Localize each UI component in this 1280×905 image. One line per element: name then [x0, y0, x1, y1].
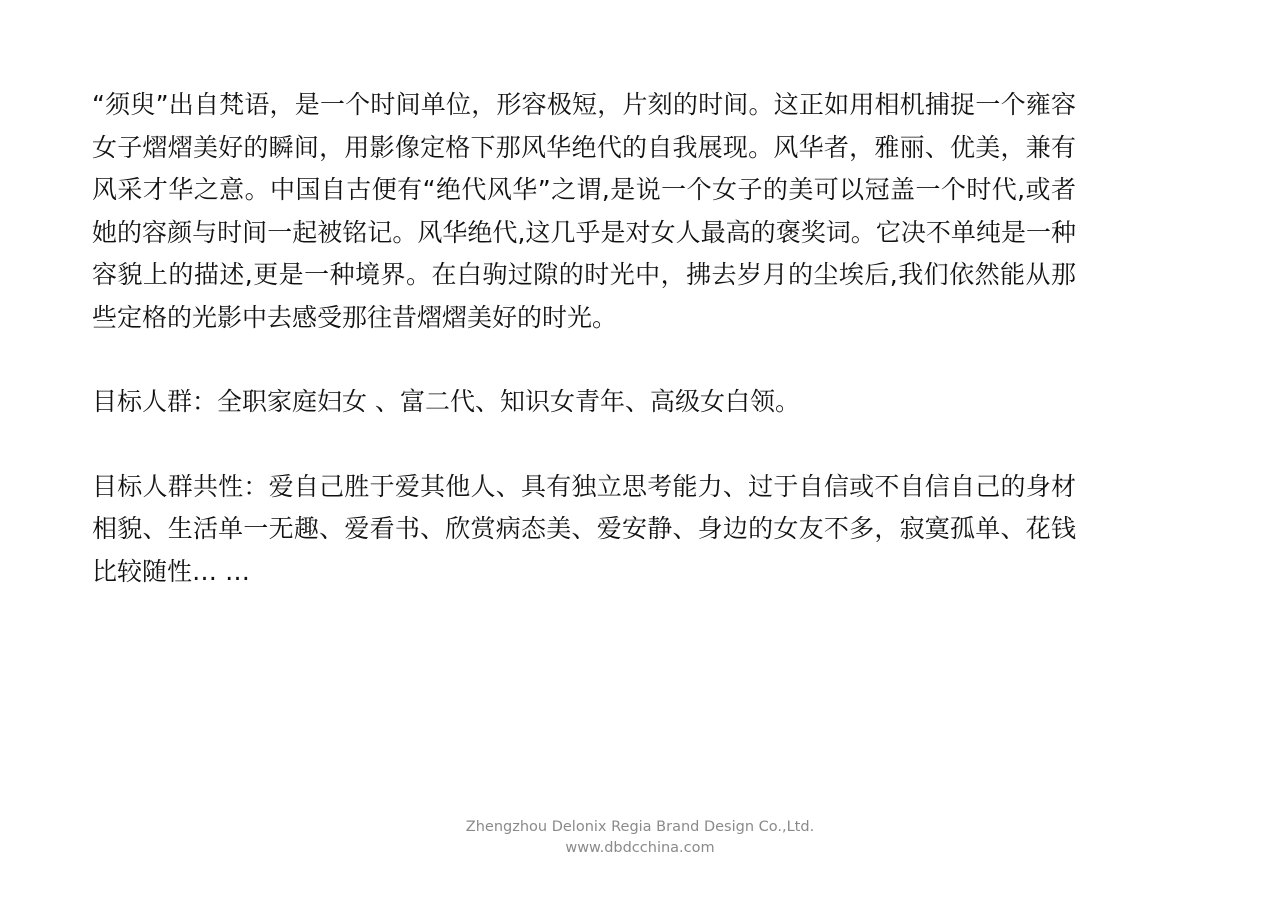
intro-paragraph: “须臾”出自梵语，是一个时间单位，形容极短，片刻的时间。这正如用相机捕捉一个雍容女子熠熠美好的瞬间，用影像定格下那风华绝代的自我展现。风华者，雅丽、优美，兼有风采才华之意。中国自古便有“绝代风华”之谓,是说一个女子的美可以冠盖一个时代,或者她的容颜与时间一起被铭记。风华绝代,这几乎是对女人最高的褒奖词。它决不单纯是一种容貌上的描述,更是一种境界。在白驹过隙的时光中，拂去岁月的尘埃后,我们依然能从那些定格的光影中去感受那往昔熠熠美好的时光。: [92, 90, 1076, 332]
footer-website: www.dbdcchina.com: [565, 840, 715, 856]
footer: [0, 817, 1280, 859]
target-audience-paragraph: 目标人群：全职家庭妇女 、富二代、知识女青年、高级女白领。: [92, 387, 800, 416]
footer-company-name: Zhengzhou Delonix Regia Brand Design Co.,Ltd.: [465, 819, 815, 835]
audience-traits-paragraph: 目标人群共性：爱自己胜于爱其他人、具有独立思考能力、过于自信或不自信自己的身材相貌、生活单一无趣、爱看书、欣赏病态美、爱安静、身边的女友不多，寂寞孤单、花钱比较随性… …: [92, 471, 1076, 586]
document-body: [92, 84, 1076, 593]
